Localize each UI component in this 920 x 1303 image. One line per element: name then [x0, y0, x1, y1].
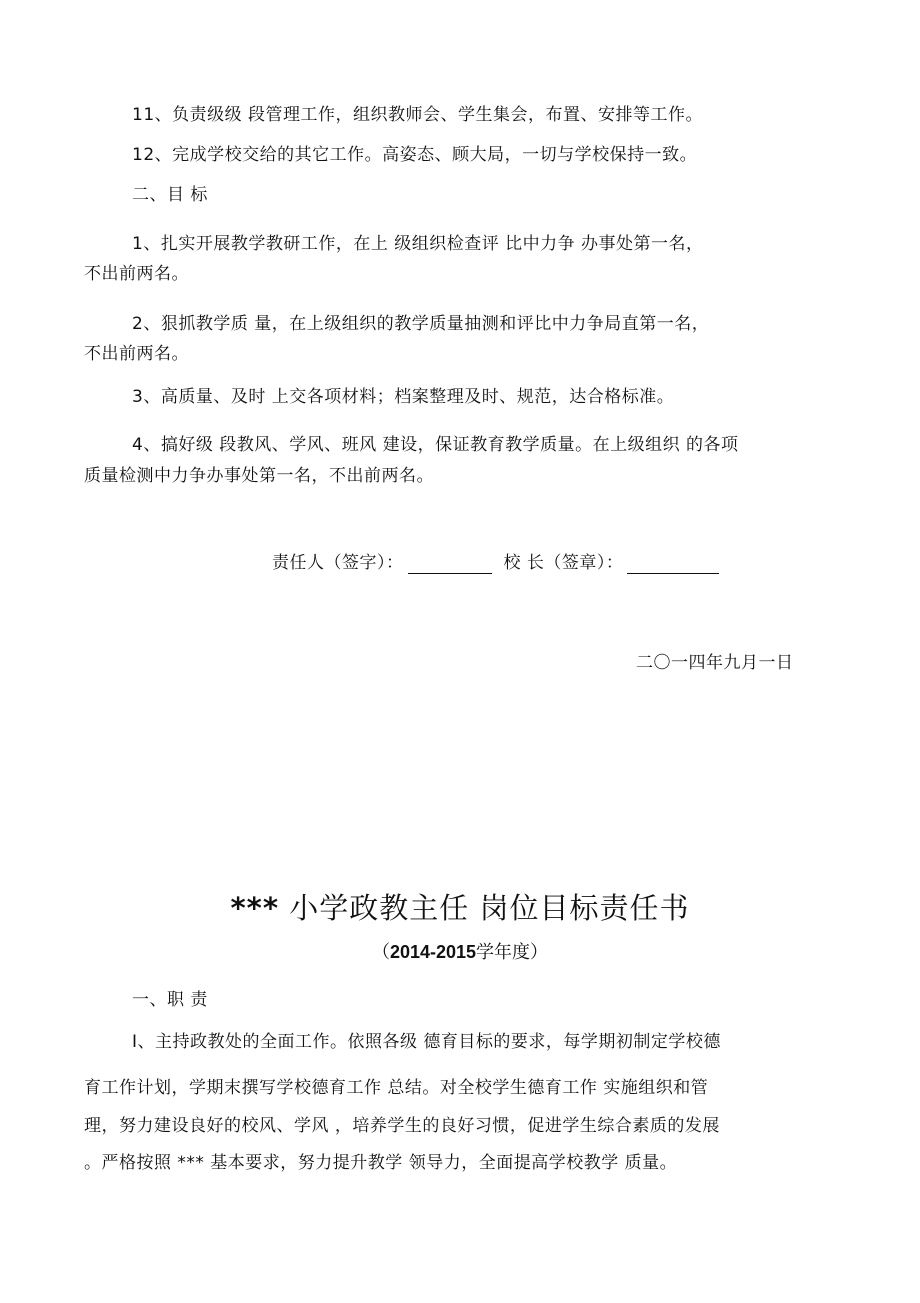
goal-2-line-2: 不出前两名。: [84, 344, 189, 364]
goal-3: 3、高质量、及时 上交各项材料；档案整理及时、规范，达合格标准。: [132, 387, 675, 407]
goal-4-line-1: 4、搞好级 段教风、学风、班风 建设，保证教育教学质量。在上级组织 的各项: [132, 435, 739, 455]
duty-1-line-3: 理，努力建设良好的校风、学风 ，培养学生的良好习惯，促进学生综合素质的发展: [84, 1116, 720, 1136]
title-text: 小学政教主任 岗位目标责任书: [289, 891, 690, 925]
document-subtitle: [0, 940, 920, 965]
subtitle-open: （: [371, 942, 390, 963]
duty-1-line-2: 育工作计划，学期末撰写学校德育工作 总结。对全校学生德育工作 实施组织和管: [84, 1078, 709, 1098]
subtitle-rest: 学年度）: [476, 942, 549, 963]
goal-1-line-2: 不出前两名。: [84, 264, 189, 284]
document-date: 二〇一四年九月一日: [636, 653, 794, 673]
responsible-signature-line: [408, 555, 492, 574]
duty-1-line-4: 。严格按照 *** 基本要求，努力提升教学 领导力，全面提高学校教学 质量。: [84, 1153, 678, 1173]
duties-heading: 一、职 责: [132, 990, 208, 1010]
signature-row: [272, 552, 727, 574]
goal-2-line-1: 2、狠抓教学质 量，在上级组织的教学质量抽测和评比中力争局直第一名，: [132, 314, 710, 334]
principal-signature-label: 校 长（签章）：: [503, 553, 624, 573]
duty-1-line-1: I、主持政教处的全面工作。依照各级 德育目标的要求，每学期初制定学校德: [132, 1032, 721, 1052]
goal-4-line-2: 质量检测中力争办事处第一名，不出前两名。: [84, 466, 434, 486]
principal-signature-line: [627, 555, 719, 574]
responsible-signature-label: 责任人（签字）：: [272, 553, 404, 573]
document-title: [0, 890, 920, 926]
duty-item-11: 11、负责级级 段管理工作，组织教师会、学生集会，布置、安排等工作。: [132, 105, 704, 125]
title-placeholder-stars: ***: [230, 891, 280, 925]
duty-item-12: 12、完成学校交给的其它工作。高姿态、顾大局，一切与学校保持一致。: [132, 145, 698, 165]
subtitle-years: 2014-2015: [389, 942, 477, 962]
goal-1-line-1: 1、扎实开展教学教研工作，在上 级组织检查评 比中力争 办事处第一名，: [132, 234, 704, 254]
goals-heading: 二、目 标: [132, 185, 208, 205]
